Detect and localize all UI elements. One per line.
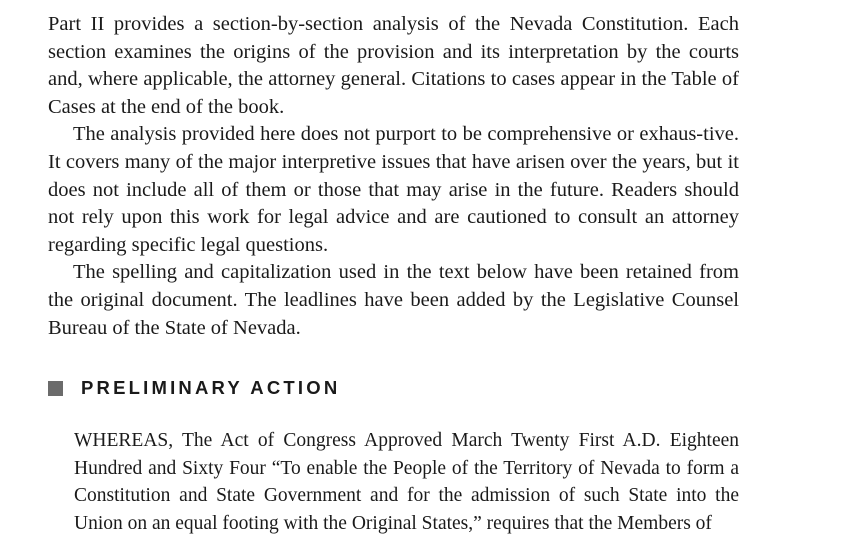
body-text [48,11,739,342]
disclaimer-paragraph: The analysis provided here does not purport to be comprehensive or exhaus-tive. It covers many of the major interpretive issues that have arisen over the years, but it does not include all of them or those that may arise in the future. Readers should not rely upon this work for legal advice and are cautioned to consult an attorney regarding specific legal questions. [48,123,739,256]
section-heading-text: PRELIMINARY ACTION [81,377,341,398]
constitution-excerpt [74,427,739,537]
spelling-note-paragraph: The spelling and capitalization used in the text below have been retained from the original document. The leadlines have been added by the Legislative Counsel Bureau of the State of Nevada. [48,261,739,339]
intro-paragraph: Part II provides a section-by-section analysis of the Nevada Constitution. Each section examines the origins of the provision and its interpretation by the courts and, where applicable, the attorney general. Citations to cases appear in the Table of Cases at the end of the book. [48,13,739,118]
section-heading [48,376,340,400]
square-bullet-icon [48,381,63,396]
preamble-paragraph: WHEREAS, The Act of Congress Approved March Twenty First A.D. Eighteen Hundred and Sixty Four “To enable the People of the Territory of Nevada to form a Constitution and State Government and for the admission of such State into the Union on an equal footing with the Original States,” requires that the Members of [74,430,739,534]
